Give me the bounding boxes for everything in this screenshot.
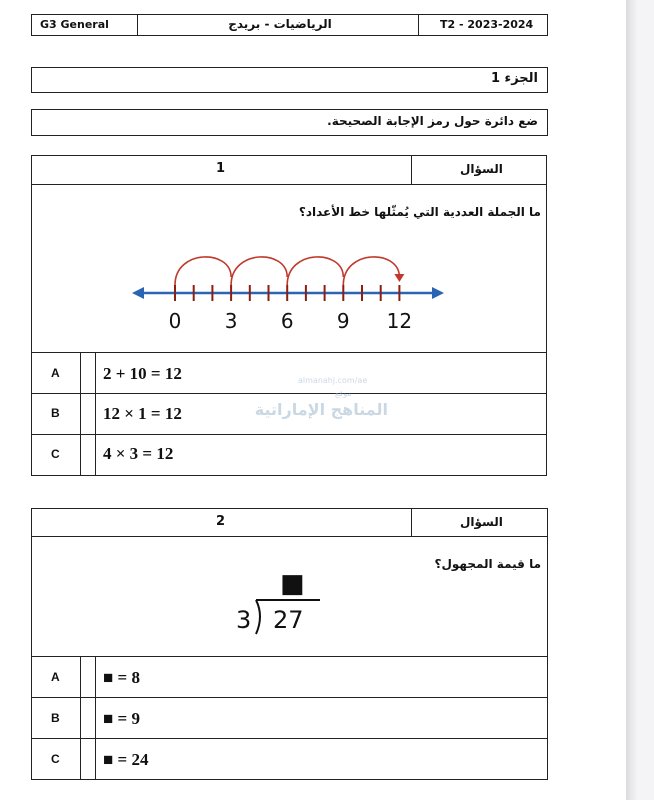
arc-arrowhead-icon bbox=[394, 274, 404, 282]
option-c-text[interactable]: ■ = 24 bbox=[103, 750, 149, 769]
jump-arc bbox=[231, 257, 287, 285]
question-2-card bbox=[31, 508, 548, 780]
header-divider bbox=[411, 155, 412, 184]
option-b-text[interactable]: 12 × 1 = 12 bbox=[103, 404, 182, 423]
number-line bbox=[130, 248, 448, 338]
header-divider bbox=[411, 508, 412, 536]
watermark-line2: المناهج الإماراتية bbox=[254, 400, 388, 419]
quotient-square: ■ bbox=[280, 569, 305, 599]
number-line-label: 9 bbox=[336, 309, 350, 333]
question-prompt: ما قيمة المجهول؟ bbox=[434, 557, 541, 571]
number-line-label: 6 bbox=[280, 309, 294, 333]
left-arrow-icon bbox=[132, 287, 144, 299]
option-c-letter[interactable]: C bbox=[51, 447, 60, 461]
page-edge bbox=[626, 0, 654, 800]
option-a-letter[interactable]: A bbox=[51, 366, 60, 380]
option-divider bbox=[95, 352, 96, 476]
option-divider bbox=[80, 656, 81, 780]
option-b-letter[interactable]: B bbox=[51, 406, 60, 420]
option-c-letter[interactable]: C bbox=[51, 752, 60, 766]
grade-label: G3 General bbox=[40, 18, 109, 31]
number-line-label: 0 bbox=[168, 309, 182, 333]
part-title: الجزء 1 bbox=[490, 71, 538, 86]
subject-label: الرياضيات - بريدج bbox=[228, 17, 332, 31]
row-divider bbox=[31, 536, 548, 537]
option-a-letter[interactable]: A bbox=[51, 670, 60, 684]
question-label: السؤال bbox=[460, 162, 503, 176]
jump-arc bbox=[287, 257, 343, 285]
option-a-text[interactable]: ■ = 8 bbox=[103, 668, 140, 687]
instruction-text: ضع دائرة حول رمز الإجابة الصحيحة. bbox=[327, 114, 538, 128]
row-divider bbox=[31, 697, 548, 698]
jump-arc bbox=[343, 257, 399, 285]
watermark-line1: موقع bbox=[335, 389, 352, 398]
option-divider bbox=[95, 656, 96, 780]
header-divider bbox=[137, 14, 138, 36]
question-number: 2 bbox=[216, 514, 226, 529]
number-line-label: 12 bbox=[386, 309, 413, 333]
row-divider bbox=[31, 656, 548, 657]
row-divider bbox=[31, 738, 548, 739]
question-label: السؤال bbox=[460, 515, 503, 529]
dividend: 27 bbox=[273, 606, 304, 634]
option-b-text[interactable]: ■ = 9 bbox=[103, 709, 140, 728]
right-arrow-icon bbox=[432, 287, 444, 299]
row-divider bbox=[31, 184, 547, 185]
jump-arc bbox=[175, 257, 231, 285]
option-a-text[interactable]: 2 + 10 = 12 bbox=[103, 364, 182, 383]
divisor: 3 bbox=[236, 606, 252, 634]
number-line-label: 3 bbox=[224, 309, 238, 333]
part-title-box bbox=[31, 67, 548, 93]
option-c-text[interactable]: 4 × 3 = 12 bbox=[103, 444, 174, 463]
question-number: 1 bbox=[216, 161, 226, 176]
header-divider bbox=[418, 14, 419, 36]
watermark-url: almanahj.com/ae bbox=[298, 376, 368, 385]
row-divider bbox=[31, 393, 547, 394]
option-b-letter[interactable]: B bbox=[51, 711, 60, 725]
term-label: T2 - 2023-2024 bbox=[440, 18, 534, 31]
row-divider bbox=[31, 434, 547, 435]
option-divider bbox=[80, 352, 81, 476]
question-prompt: ما الجملة العددية التي يُمثّلها خط الأعداد؟ bbox=[298, 205, 541, 219]
row-divider bbox=[31, 352, 547, 353]
